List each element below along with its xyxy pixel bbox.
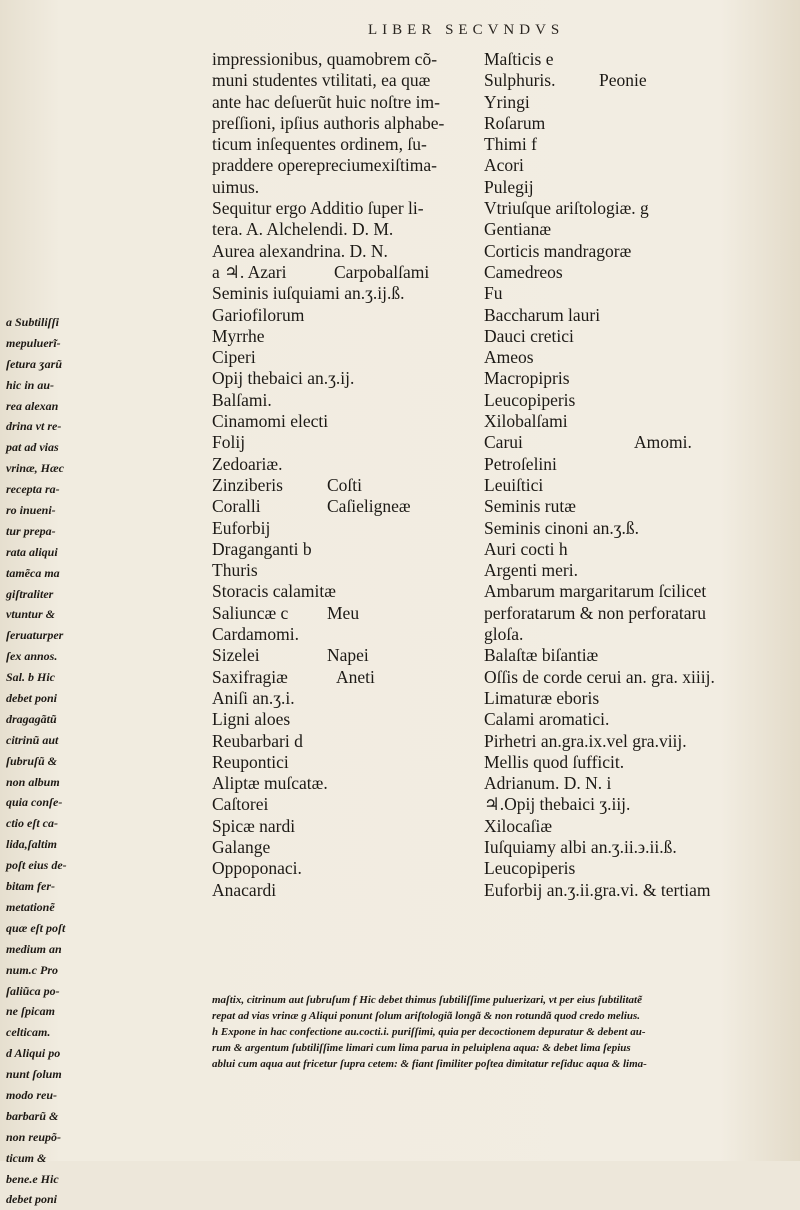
text-line: Adrianum. D. N. i xyxy=(484,773,612,794)
ingredient-name: Carpobalſami xyxy=(334,261,430,282)
text-line: Aniſi an.ʒ.i. xyxy=(212,687,295,708)
text-line: muni studentes vtilitati, ea quæ xyxy=(212,70,431,91)
text-line: Gariofilorum xyxy=(212,304,305,325)
margin-note-line: ticum & xyxy=(6,1150,47,1165)
text-line: Ameos xyxy=(484,347,534,368)
text-line: Pirhetri an.gra.ix.vel gra.viij. xyxy=(484,730,687,751)
text-line: Gentianæ xyxy=(484,219,552,240)
text-line: Balaſtæ biſantiæ xyxy=(484,645,599,666)
text-line: ticum inſequentes ordinem, ſu- xyxy=(212,134,427,155)
ingredient-name: Amomi. xyxy=(634,432,692,453)
text-line: ante hac deſuerũt huic noſtre im- xyxy=(212,91,440,112)
text-line: Euforbij an.ʒ.ii.gra.vi. & tertiam xyxy=(484,879,711,900)
text-line: Aurea alexandrina. D. N. xyxy=(212,240,388,261)
text-line: Acori xyxy=(484,155,524,176)
text-line: Pulegij xyxy=(484,176,534,197)
text-line: Zedoariæ. xyxy=(212,453,283,474)
margin-note-line: ſetura ʒarũ xyxy=(6,356,62,371)
text-line: Sequitur ergo Additio ſuper li- xyxy=(212,198,424,219)
margin-note-line: giſtraliter xyxy=(6,586,54,601)
text-line: Ligni aloes xyxy=(212,709,291,730)
text-line: Anacardi xyxy=(212,879,277,900)
ingredient-name: Coſti xyxy=(327,474,363,495)
text-line: Roſarum xyxy=(484,112,546,133)
margin-note-line: rata aliqui xyxy=(6,544,58,559)
footnote-line: repat ad vias vrinæ g Aliqui ponunt ſolum ariſtologiã longã & non rotundã quod credo melius. xyxy=(212,1010,641,1022)
margin-note-line: vtuntur & xyxy=(6,607,56,622)
text-line: Zinziberis Coſti xyxy=(212,474,363,495)
text-line: uimus. xyxy=(212,176,260,197)
text-line: Camedreos xyxy=(484,261,563,282)
text-line: Galange xyxy=(212,836,271,857)
text-line: Vtriuſque ariſtologiæ. g xyxy=(484,198,649,219)
text-line: Spicæ nardi xyxy=(212,815,296,836)
text-line: Fu xyxy=(484,283,503,304)
margin-note-line: ſex annos. xyxy=(6,649,58,664)
margin-note-line: ne ſpicam xyxy=(6,1004,55,1019)
text-line: Cardamomi. xyxy=(212,624,299,645)
text-line: Euforbij xyxy=(212,517,271,538)
margin-note-line: vrinæ, Hæc xyxy=(6,461,64,476)
footnotes xyxy=(212,992,797,1072)
margin-note-line: ctio eſt ca- xyxy=(6,816,58,831)
margin-note-line: poſt eius de- xyxy=(6,858,67,873)
margin-note-line: tamẽca ma xyxy=(6,565,60,580)
text-line: Calami aromatici. xyxy=(484,709,610,730)
text-line: Sizelei Napei xyxy=(212,645,369,666)
margin-note-line: mepuluerĩ- xyxy=(6,335,61,350)
text-line: Xilobalſami xyxy=(484,411,568,432)
text-line: Balſami. xyxy=(212,389,272,410)
ingredient-name: Caſieligneæ xyxy=(327,496,411,517)
margin-note-line: ſeruaturper xyxy=(6,628,64,643)
margin-note-line: bene.e Hic xyxy=(6,1171,59,1186)
margin-note-line: quia conſe- xyxy=(6,795,63,810)
margin-note-line: Sal. b Hic xyxy=(6,670,56,685)
margin-note-line: medium an xyxy=(6,941,62,956)
text-line: Sulphuris. Peonie xyxy=(484,70,647,91)
footnote-line: rum & argentum ſubtiliſſime limari cum lima parua in peluiplena aqua: & debet lima ſepius xyxy=(212,1042,631,1054)
footnote-line: maſtix, citrinum aut ſubruſum f Hic debet thimus ſubtiliſſime puluerizari, vt per eius ſubtilitatẽ xyxy=(212,994,642,1006)
text-line: Dauci cretici xyxy=(484,325,574,346)
text-line: Limaturæ eboris xyxy=(484,687,600,708)
margin-note-line: tur prepa- xyxy=(6,523,56,538)
margin-note-line: bitam fer- xyxy=(6,879,55,894)
text-line: Ciperi xyxy=(212,347,256,368)
margin-notes xyxy=(6,312,206,1210)
text-line: Leucopiperis xyxy=(484,858,576,879)
margin-note-line: celticam. xyxy=(6,1025,51,1040)
footnote-line: ablui cum aqua aut fricetur ſupra cetem: & fiant ſimiliter poſtea dimitatur reſiduc aqua & lima- xyxy=(212,1058,647,1070)
text-line: Caſtorei xyxy=(212,794,269,815)
text-line: Corticis mandragoræ xyxy=(484,240,632,261)
text-line: Auri cocti h xyxy=(484,538,568,559)
text-line: Maſticis e xyxy=(484,49,554,69)
text-line: Carui Amomi. xyxy=(484,432,692,453)
text-line: Saxifragiæ Aneti xyxy=(212,666,375,687)
text-line: Seminis rutæ xyxy=(484,496,576,517)
margin-note-line: debet poni xyxy=(6,691,57,706)
margin-note-line: num.c Pro xyxy=(6,962,59,977)
text-line: Thimi f xyxy=(484,134,537,155)
text-line: Oſſis de corde cerui an. gra. xiiij. xyxy=(484,666,715,687)
margin-note-line: metationẽ xyxy=(6,899,55,914)
text-line: Iuſquiamy albi an.ʒ.ii.϶.ii.ß. xyxy=(484,836,677,857)
text-line: preſſioni, ipſius authoris alphabe- xyxy=(212,112,445,133)
margin-note-line: a Subtiliſſi xyxy=(6,315,60,329)
margin-note-line: dragagãtũ xyxy=(6,711,57,726)
margin-note-line: modo reu- xyxy=(6,1087,57,1102)
text-line: Leuiſtici xyxy=(484,474,544,495)
text-line: Oppoponaci. xyxy=(212,858,302,879)
text-line: Reubarbari d xyxy=(212,730,303,751)
running-header: LIBER SECVNDVS xyxy=(368,22,565,38)
ingredient-name: Aneti xyxy=(336,666,375,687)
text-line: Leucopiperis xyxy=(484,389,576,410)
text-line: Aliptæ muſcatæ. xyxy=(212,773,328,794)
text-line: Baccharum lauri xyxy=(484,304,601,325)
text-line: Cinamomi electi xyxy=(212,411,329,432)
margin-note-line: non reupõ- xyxy=(6,1129,62,1144)
text-line: Storacis calamitæ xyxy=(212,581,336,602)
text-line: Draganganti b xyxy=(212,538,312,559)
text-line: gloſa. xyxy=(484,624,524,645)
text-line: ♃.Opij thebaici ʒ.iij. xyxy=(484,794,631,815)
margin-note-line: recepta ra- xyxy=(6,482,60,497)
text-line: Petroſelini xyxy=(484,453,557,474)
margin-note-line: debet poni xyxy=(6,1192,57,1207)
margin-note-line: pat ad vias xyxy=(6,440,59,455)
text-line: Ambarum margaritarum ſcilicet xyxy=(484,581,707,602)
margin-note-line: d Aliqui po xyxy=(6,1046,61,1061)
main-column xyxy=(212,49,482,901)
footnote-line: h Expone in hac confectione au.cocti.i. puriſſimi, quia per decoctionem depuratur & debent au- xyxy=(212,1026,646,1038)
text-line: Argenti meri. xyxy=(484,560,578,581)
text-line: Macropipris xyxy=(484,368,570,389)
margin-note-line: nunt ſolum xyxy=(6,1067,62,1082)
text-line: Saliuncæ c Meu xyxy=(212,602,360,623)
ingredient-name: Meu xyxy=(327,602,360,623)
margin-note-line: ſaliũca po- xyxy=(6,983,60,998)
ingredient-name: Peonie xyxy=(599,70,647,91)
margin-note-line: barbarũ & xyxy=(6,1108,59,1123)
text-line: Xilocaſiæ xyxy=(484,815,553,836)
text-line: Folij xyxy=(212,432,246,453)
right-column xyxy=(484,49,794,901)
text-line: Yringi xyxy=(484,91,530,112)
margin-note-line: rea alexan xyxy=(6,398,59,413)
text-line: tera. A. Alchelendi. D. M. xyxy=(212,219,394,240)
text-line: impressionibus, quamobrem cõ- xyxy=(212,49,438,69)
margin-note-line: quæ eſt poſt xyxy=(6,920,66,935)
text-line: perforatarum & non perforataru xyxy=(484,602,707,623)
text-line: a ♃. Azari Carpobalſami xyxy=(212,261,430,282)
margin-note-line: ſubruſũ & xyxy=(6,753,58,768)
margin-note-line: lida,ſaltim xyxy=(6,837,57,852)
text-line: Seminis cinoni an.ʒ.ß. xyxy=(484,517,640,538)
margin-note-line: citrinũ aut xyxy=(6,732,59,747)
margin-note-line: hic in au- xyxy=(6,377,55,392)
text-line: Coralli Caſieligneæ xyxy=(212,496,411,517)
text-line: Thuris xyxy=(212,560,258,581)
margin-note-line: non album xyxy=(6,774,60,789)
text-line: Mellis quod ſufficit. xyxy=(484,751,625,772)
text-line: praddere operepreciumexiſtima- xyxy=(212,155,437,176)
text-line: Reupontici xyxy=(212,751,289,772)
margin-note-line: ro inueni- xyxy=(6,503,56,518)
ingredient-name: Napei xyxy=(327,645,369,666)
text-line: Opij thebaici an.ʒ.ij. xyxy=(212,368,355,389)
text-line: Myrrhe xyxy=(212,325,265,346)
margin-note-line: drina vt re- xyxy=(6,419,62,434)
text-line: Seminis iuſquiami an.ʒ.ij.ß. xyxy=(212,283,405,304)
